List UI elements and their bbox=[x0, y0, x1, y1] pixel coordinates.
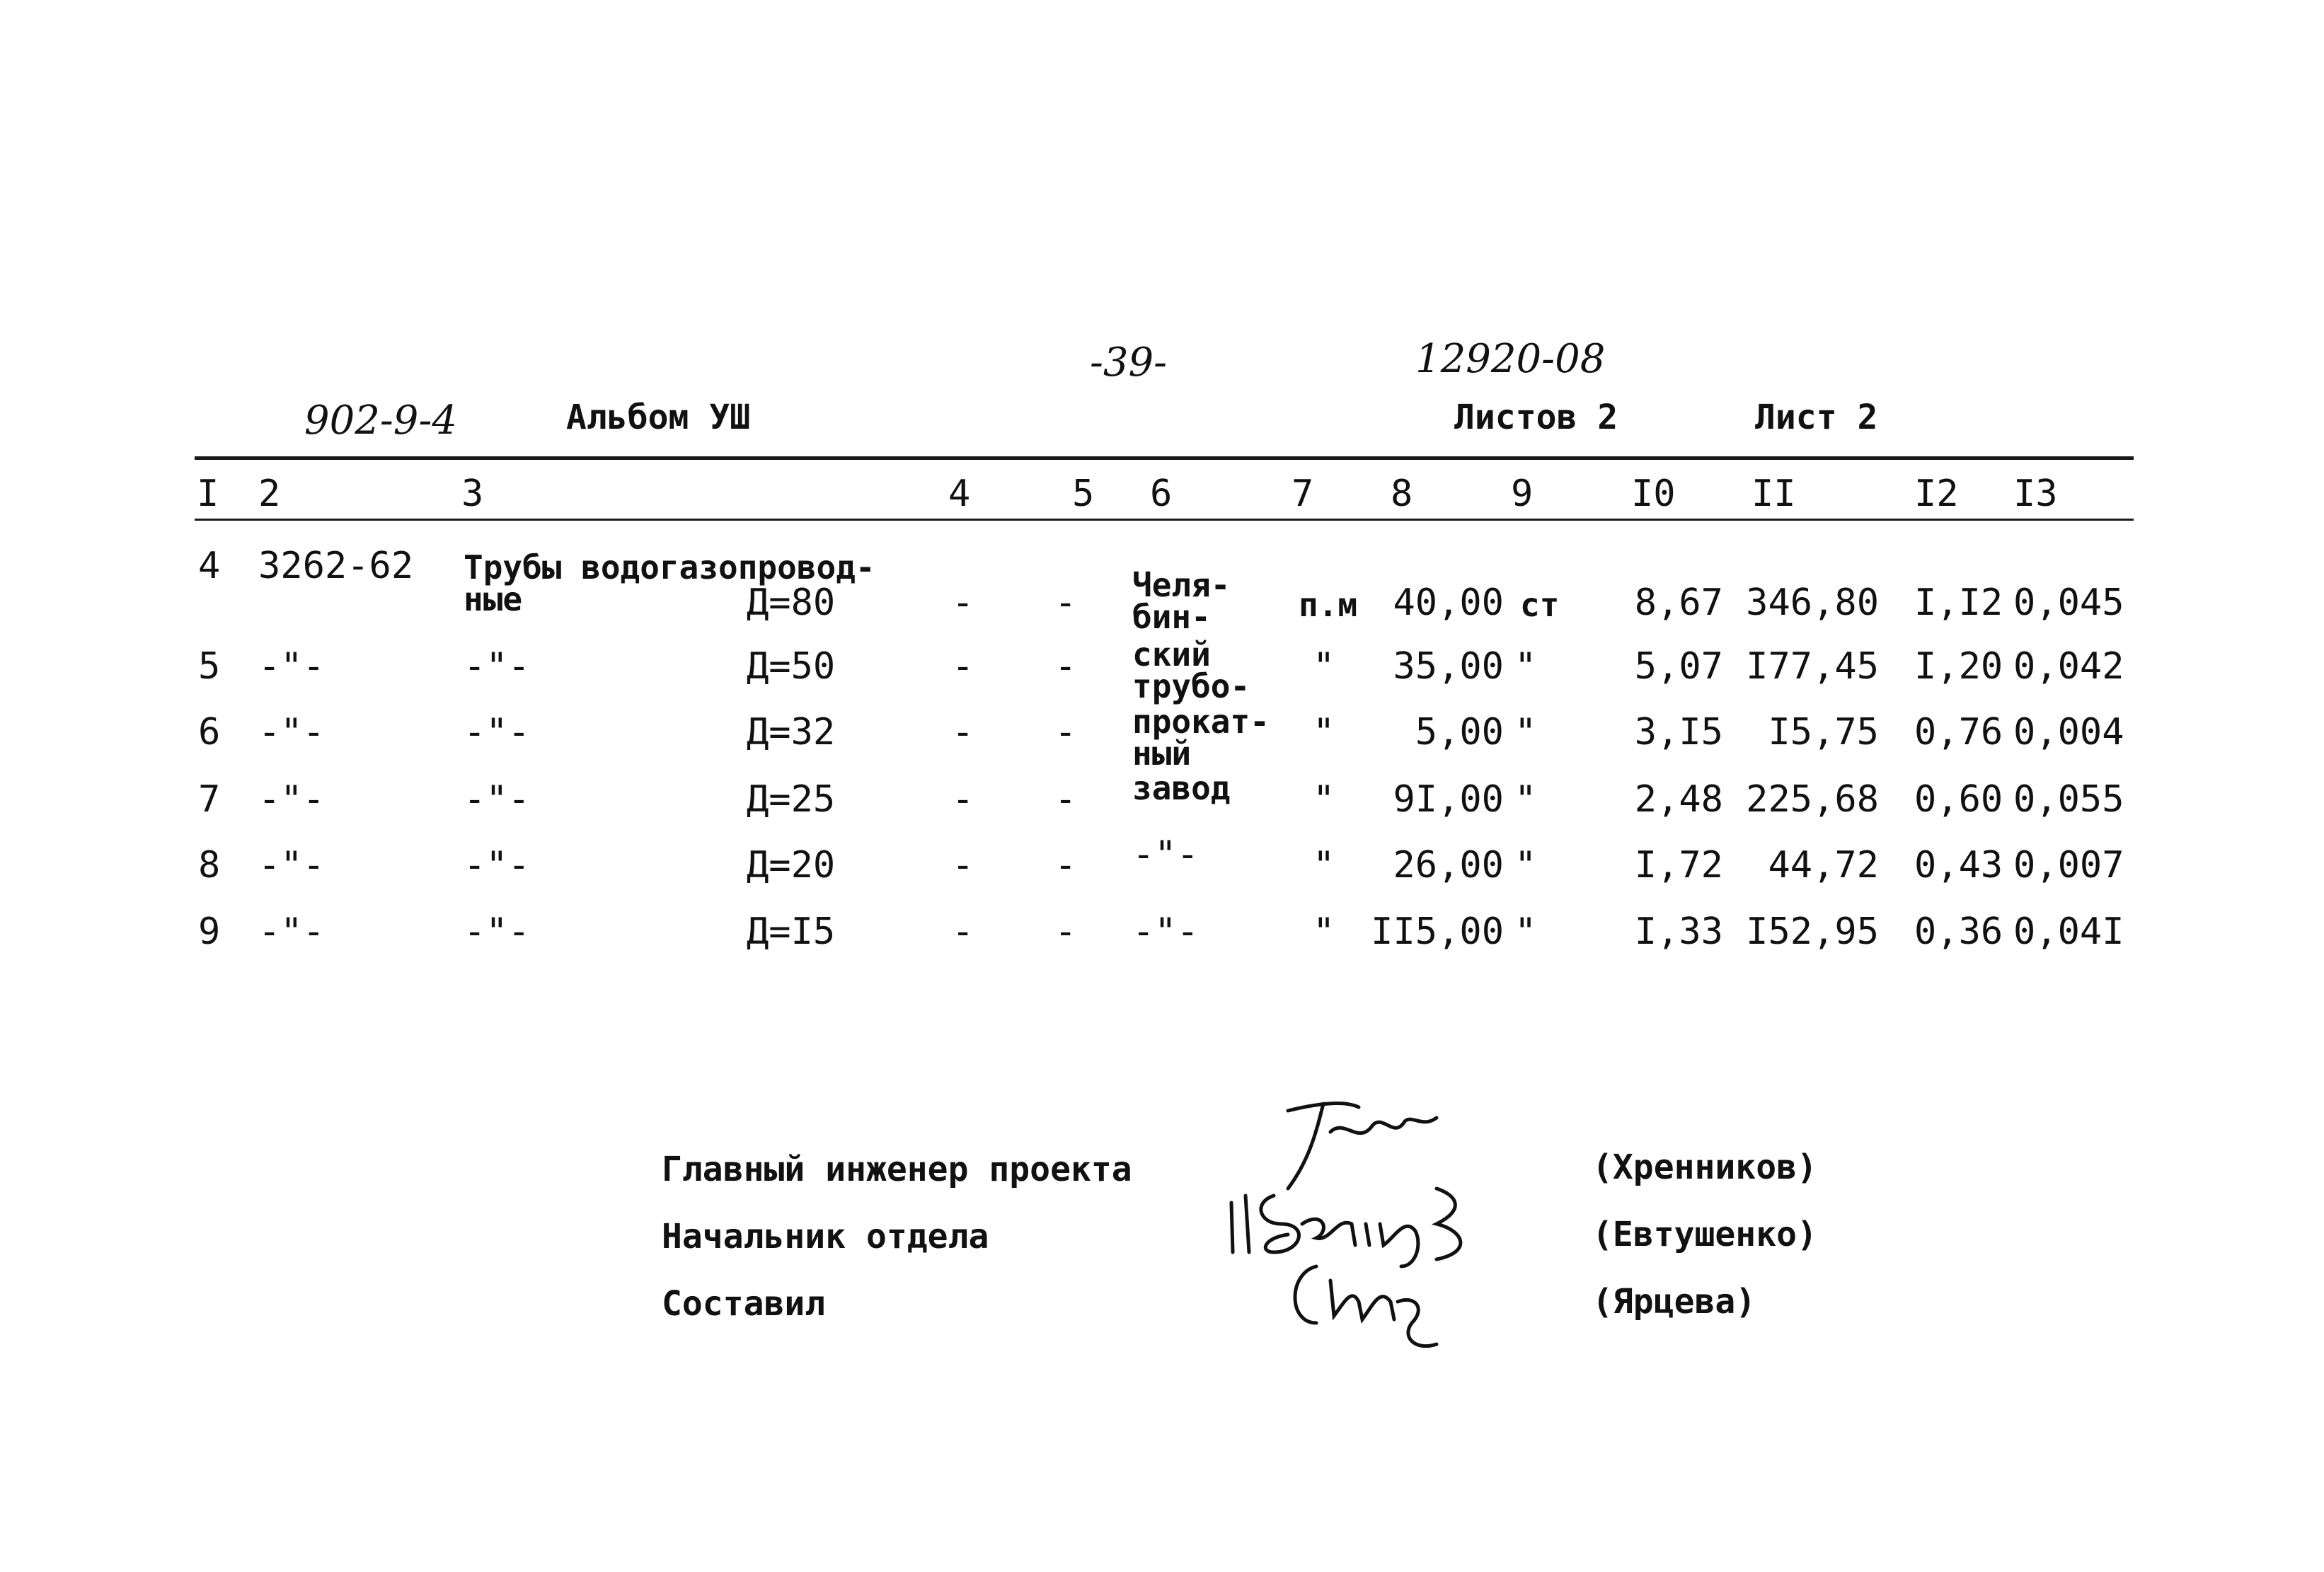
cell-col11: I5,75 bbox=[1768, 711, 1879, 753]
cell-col12: 0,76 bbox=[1914, 711, 2003, 753]
cell-col4: - bbox=[952, 711, 974, 753]
cell-description: Трубы водогазопровод- bbox=[464, 548, 875, 586]
inventory-number: 12920-08 bbox=[1415, 336, 1606, 382]
cell-standard: 3262-62 bbox=[258, 545, 414, 587]
cell-unit: " bbox=[1313, 711, 1335, 753]
signature-role: Главный инженер проекта bbox=[662, 1150, 1132, 1189]
cell-manufacturer: -"- bbox=[1132, 833, 1199, 876]
cell-col13: 0,04I bbox=[2013, 911, 2124, 953]
cell-position: 8 bbox=[198, 844, 221, 886]
cell-col10: I,72 bbox=[1634, 844, 1723, 886]
cell-unit: " bbox=[1313, 778, 1335, 821]
cell-col10: 2,48 bbox=[1634, 778, 1723, 821]
cell-col13: 0,004 bbox=[2013, 711, 2124, 753]
cell-col12: 0,43 bbox=[1914, 844, 2003, 886]
cell-quantity: 40,00 bbox=[1393, 582, 1504, 624]
column-number: 6 bbox=[1150, 473, 1173, 515]
cell-col9: " bbox=[1514, 645, 1537, 688]
cell-col9: " bbox=[1514, 778, 1537, 821]
cell-col12: I,I2 bbox=[1914, 582, 2003, 624]
cell-col13: 0,045 bbox=[2013, 582, 2124, 624]
album-label: Альбом УШ bbox=[566, 398, 751, 437]
column-number: I bbox=[197, 473, 219, 515]
cell-unit: " bbox=[1313, 844, 1335, 886]
column-number: 5 bbox=[1072, 473, 1095, 515]
cell-col5: - bbox=[1054, 711, 1077, 753]
cell-position: 4 bbox=[198, 545, 221, 587]
cell-diameter: Д=50 bbox=[747, 645, 836, 688]
cell-standard: -"- bbox=[258, 844, 325, 886]
column-number: 9 bbox=[1511, 473, 1534, 515]
cell-col11: 346,80 bbox=[1746, 582, 1879, 624]
cell-col11: 44,72 bbox=[1768, 844, 1879, 886]
cell-quantity: 9I,00 bbox=[1393, 778, 1504, 821]
column-number: 4 bbox=[948, 473, 971, 515]
manufacturer-line: завод bbox=[1132, 769, 1231, 807]
cell-unit: " bbox=[1313, 645, 1335, 688]
manufacturer-line: Челя- bbox=[1132, 566, 1231, 604]
cell-diameter: Д=20 bbox=[747, 844, 836, 886]
column-number: 7 bbox=[1292, 473, 1314, 515]
cell-diameter: Д=32 bbox=[747, 711, 836, 753]
cell-col5: - bbox=[1054, 778, 1077, 821]
cell-col11: 225,68 bbox=[1746, 778, 1879, 821]
cell-col12: 0,36 bbox=[1914, 911, 2003, 953]
cell-quantity: 26,00 bbox=[1393, 844, 1504, 886]
signatory-name: (Евтушенко) bbox=[1592, 1215, 1817, 1254]
column-number: 3 bbox=[461, 473, 484, 515]
cell-col4: - bbox=[952, 645, 974, 688]
manufacturer-line: прокат- bbox=[1132, 703, 1270, 741]
sheets-total-label: Листов 2 bbox=[1454, 398, 1618, 437]
cell-description: -"- bbox=[464, 844, 530, 886]
column-number: I3 bbox=[2013, 473, 2058, 515]
cell-col5: - bbox=[1054, 844, 1077, 886]
cell-col9: ст bbox=[1520, 586, 1560, 624]
cell-position: 9 bbox=[198, 911, 221, 953]
page-number: -39- bbox=[1090, 340, 1168, 386]
cell-description-cont: ные bbox=[464, 580, 523, 618]
signatory-name: (Хренников) bbox=[1592, 1148, 1817, 1187]
cell-col5: - bbox=[1054, 582, 1077, 624]
manufacturer-line: трубо- bbox=[1132, 667, 1250, 705]
sheet-label: Лист 2 bbox=[1755, 398, 1878, 437]
cell-unit: п.м bbox=[1299, 586, 1358, 624]
cell-diameter: Д=I5 bbox=[747, 911, 836, 953]
manufacturer-line: бин- bbox=[1132, 598, 1211, 636]
cell-col9: " bbox=[1514, 711, 1537, 753]
cell-col9: " bbox=[1514, 844, 1537, 886]
signatory-name: (Ярцева) bbox=[1592, 1282, 1756, 1322]
cell-col13: 0,007 bbox=[2013, 844, 2124, 886]
cell-col5: - bbox=[1054, 911, 1077, 953]
cell-unit: " bbox=[1313, 911, 1335, 953]
table-header-rule bbox=[195, 519, 2134, 521]
cell-description: -"- bbox=[464, 711, 530, 753]
cell-col5: - bbox=[1054, 645, 1077, 688]
cell-col4: - bbox=[952, 582, 974, 624]
cell-col10: 5,07 bbox=[1634, 645, 1723, 688]
cell-quantity: 35,00 bbox=[1393, 645, 1504, 688]
cell-col4: - bbox=[952, 911, 974, 953]
handwritten-signature-3 bbox=[1274, 1245, 1472, 1358]
cell-description: -"- bbox=[464, 645, 530, 688]
cell-manufacturer: -"- bbox=[1132, 911, 1199, 953]
cell-standard: -"- bbox=[258, 645, 325, 688]
column-number: I0 bbox=[1631, 473, 1676, 515]
cell-col12: 0,60 bbox=[1914, 778, 2003, 821]
cell-quantity: II5,00 bbox=[1371, 911, 1504, 953]
cell-diameter: Д=80 bbox=[747, 582, 836, 624]
signature-role: Составил bbox=[662, 1284, 826, 1324]
cell-col13: 0,055 bbox=[2013, 778, 2124, 821]
cell-col4: - bbox=[952, 778, 974, 821]
cell-col4: - bbox=[952, 844, 974, 886]
column-number: I2 bbox=[1914, 473, 1959, 515]
cell-col10: I,33 bbox=[1634, 911, 1723, 953]
cell-col10: 3,I5 bbox=[1634, 711, 1723, 753]
cell-col11: I77,45 bbox=[1746, 645, 1879, 688]
cell-position: 5 bbox=[198, 645, 221, 688]
cell-position: 7 bbox=[198, 778, 221, 821]
cell-col9: " bbox=[1514, 911, 1537, 953]
cell-description: -"- bbox=[464, 911, 530, 953]
document-number: 902-9-4 bbox=[304, 398, 457, 444]
cell-col10: 8,67 bbox=[1634, 582, 1723, 624]
cell-quantity: 5,00 bbox=[1415, 711, 1504, 753]
cell-description: -"- bbox=[464, 778, 530, 821]
cell-col11: I52,95 bbox=[1746, 911, 1879, 953]
cell-standard: -"- bbox=[258, 711, 325, 753]
signature-role: Начальник отдела bbox=[662, 1217, 989, 1256]
column-number: II bbox=[1751, 473, 1796, 515]
column-number: 8 bbox=[1391, 473, 1413, 515]
cell-col13: 0,042 bbox=[2013, 645, 2124, 688]
cell-diameter: Д=25 bbox=[747, 778, 836, 821]
cell-standard: -"- bbox=[258, 911, 325, 953]
cell-col12: I,20 bbox=[1914, 645, 2003, 688]
table-top-rule bbox=[195, 456, 2134, 460]
cell-standard: -"- bbox=[258, 778, 325, 821]
manufacturer-line: ский bbox=[1132, 635, 1211, 674]
cell-position: 6 bbox=[198, 711, 221, 753]
column-number: 2 bbox=[258, 473, 281, 515]
manufacturer-line: ный bbox=[1132, 734, 1192, 773]
